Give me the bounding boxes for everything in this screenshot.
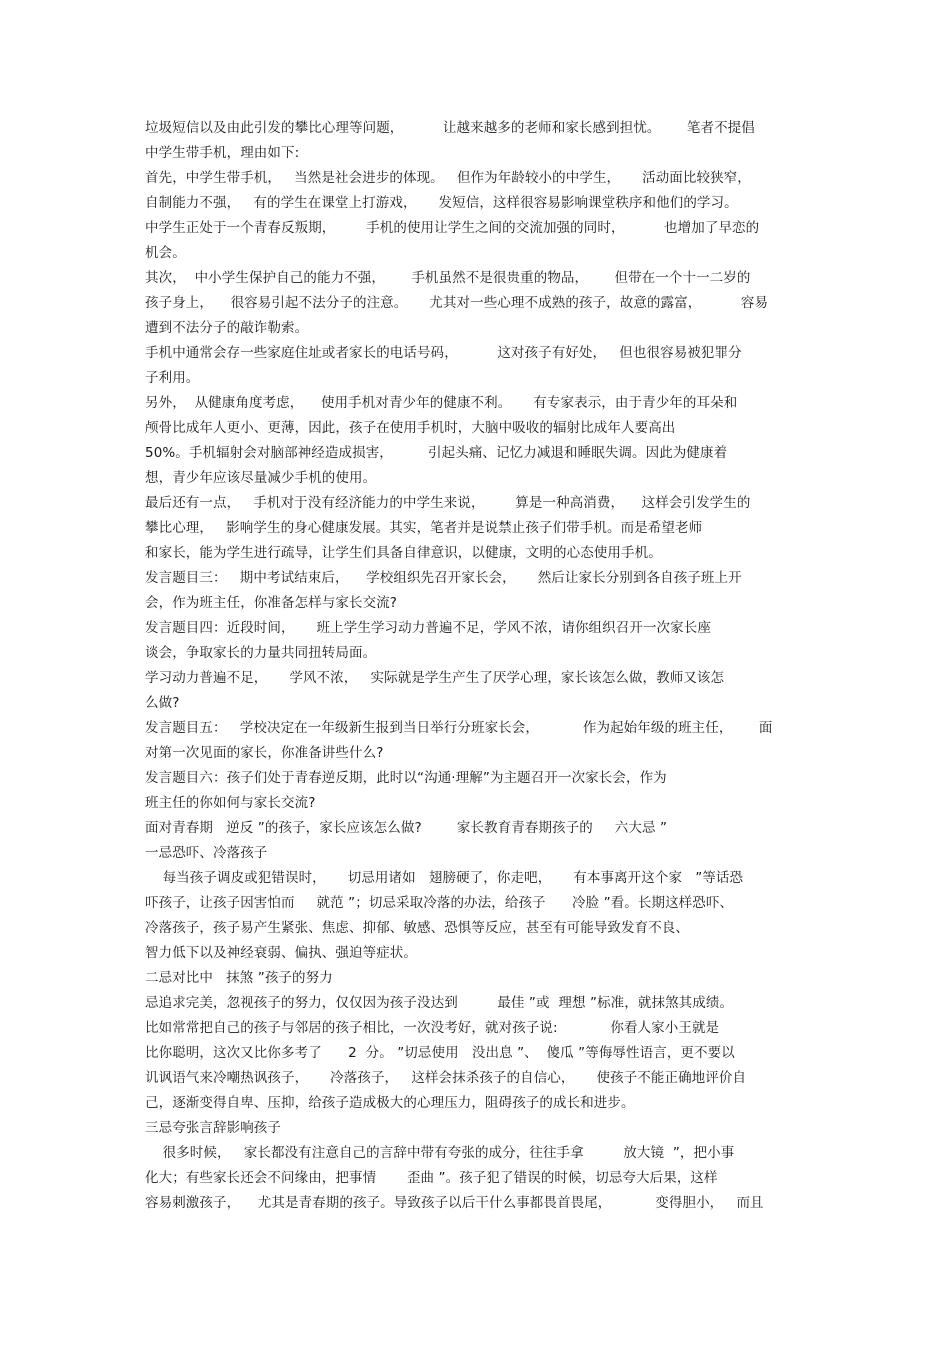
text-line: 50%。手机辐射会对脑部神经造成损害， 引起头痛、记忆力减退和睡眠失调。因此为健康着 <box>145 445 728 461</box>
section-heading: 二忌对比中 抹煞 ”孩子的努力 <box>145 970 333 986</box>
text-line: 比你聪明，这次又比你多考了 2 分。 ”切忌使用 没出息 ”、 傻瓜 ”等侮辱性语言，更不要以 <box>145 1045 735 1061</box>
text-line: 讥讽语气来冷嘲热讽孩子， 冷落孩子， 这样会抹杀孩子的自信心， 使孩子不能正确地评价自 <box>145 1070 747 1086</box>
text-line: 学习动力普遍不足， 学风不浓， 实际就是学生产生了厌学心理，家长该怎么做，教师又该怎 <box>145 670 725 686</box>
text-line: 想，青少年应该尽量减少手机的使用。 <box>145 470 377 486</box>
text-line: 发言题目三： 期中考试结束后， 学校组织先召开家长会， 然后让家长分别到各自孩子班上开 <box>145 570 742 586</box>
text-line: 发言题目五： 学校决定在一年级新生报到当日举行分班家长会， 作为起始年级的班主任， 面 <box>145 720 773 736</box>
text-line: 和家长，能为学生进行疏导，让学生们具备自律意识，以健康，文明的心态使用手机。 <box>145 545 662 561</box>
text-line: 比如常常把自己的孩子与邻居的孩子相比，一次没考好，就对孩子说: 你看人家小王就是 <box>145 1020 720 1036</box>
text-line: 首先，中学生带手机， 当然是社会进步的体现。 但作为年龄较小的中学生， 活动面比较狭窄， <box>145 170 751 186</box>
text-line: 面对青春期 逆反 ”的孩子，家长应该怎么做? 家长教育青春期孩子的 六大忌 ” <box>145 820 668 836</box>
text-line: 会，作为班主任，你准备怎样与家长交流? <box>145 595 398 611</box>
text-line: 发言题目四：近段时间， 班上学生学习动力普遍不足，学风不浓，请你组织召开一次家长座 <box>145 620 711 636</box>
text-line: 机会。 <box>145 245 186 261</box>
text-line: 冷落孩子，孩子易产生紧张、焦虑、抑郁、敏感、恐惧等反应，甚至有可能导致发育不良、 <box>145 920 689 936</box>
text-line: 忌追求完美，忽视孩子的努力，仅仅因为孩子没达到 最佳 ”或 理想 ”标准，就抹煞其成绩。 <box>145 995 734 1011</box>
text-line: 攀比心理， 影响学生的身心健康发展。其实，笔者并是说禁止孩子们带手机。而是希望老师 <box>145 520 703 536</box>
section-heading: 一忌恐吓、冷落孩子 <box>145 845 268 861</box>
text-line: 最后还有一点， 手机对于没有经济能力的中学生来说， 算是一种高消费， 这样会引发学生的 <box>145 495 751 511</box>
text-line: 其次， 中小学生保护自己的能力不强， 手机虽然不是很贵重的物品， 但带在一个十一二岁的 <box>145 270 751 286</box>
text-line: 遭到不法分子的敲诈勒索。 <box>145 320 309 336</box>
text-line: 吓孩子，让孩子因害怕而 就范 ”；切忌采取冷落的办法，给孩子 冷脸 ”看。长期这样恐吓、 <box>145 895 734 911</box>
text-line: 么做? <box>145 695 180 711</box>
section-heading: 三忌夸张言辞影响孩子 <box>145 1120 281 1136</box>
text-line: 中学生带手机，理由如下: <box>145 145 300 161</box>
text-line: 智力低下以及神经衰弱、偏执、强迫等症状。 <box>145 945 417 961</box>
text-line: 子利用。 <box>145 370 200 386</box>
text-line: 谈会，争取家长的力量共同扭转局面。 <box>145 645 377 661</box>
text-line: 很多时候， 家长都没有注意自己的言辞中带有夸张的成分，往往手拿 放大镜 ”，把小事 <box>145 1145 735 1161</box>
text-line: 容易刺激孩子， 尤其是青春期的孩子。导致孩子以后干什么事都畏首畏尾， 变得胆小， 而且 <box>145 1195 764 1211</box>
text-line: 手机中通常会存一些家庭住址或者家长的电话号码， 这对孩子有好处， 但也很容易被犯罪分 <box>145 345 742 361</box>
text-line: 颅骨比成年人更小、更薄，因此，孩子在使用手机时，大脑中吸收的辐射比成年人要高出 <box>145 420 676 436</box>
text-line: 中学生正处于一个青春反叛期， 手机的使用让学生之间的交流加强的同时， 也增加了早恋的 <box>145 220 760 236</box>
text-line: 自制能力不强， 有的学生在课堂上打游戏， 发短信，这样很容易影响课堂秩序和他们的学习。 <box>145 195 738 211</box>
text-line: 发言题目六：孩子们处于青春逆反期，此时以“沟通·理解”为主题召开一次家长会，作为 <box>145 770 667 786</box>
text-line: 对第一次见面的家长，你准备讲些什么? <box>145 745 384 761</box>
text-line: 孩子身上， 很容易引起不法分子的注意。 尤其对一些心理不成熟的孩子，故意的露富， 容易 <box>145 295 769 311</box>
text-line: 班主任的你如何与家长交流? <box>145 795 316 811</box>
text-line: 垃圾短信以及由此引发的攀比心理等问题， 让越来越多的老师和家长感到担忧。 笔者不提倡 <box>145 120 755 136</box>
text-line: 己，逐渐变得自卑、压抑，给孩子造成极大的心理压力，阻碍孩子的成长和进步。 <box>145 1095 635 1111</box>
text-line: 每当孩子调皮或犯错误时， 切忌用诸如 翅膀硬了，你走吧， 有本事离开这个家 ”等话恐 <box>145 870 744 886</box>
text-line: 另外， 从健康角度考虑， 使用手机对青少年的健康不利。 有专家表示，由于青少年的耳朵和 <box>145 395 738 411</box>
text-line: 化大；有些家长还会不问缘由，把事情 歪曲 ”。孩子犯了错误的时候，切忌夸大后果，这样 <box>145 1170 718 1186</box>
